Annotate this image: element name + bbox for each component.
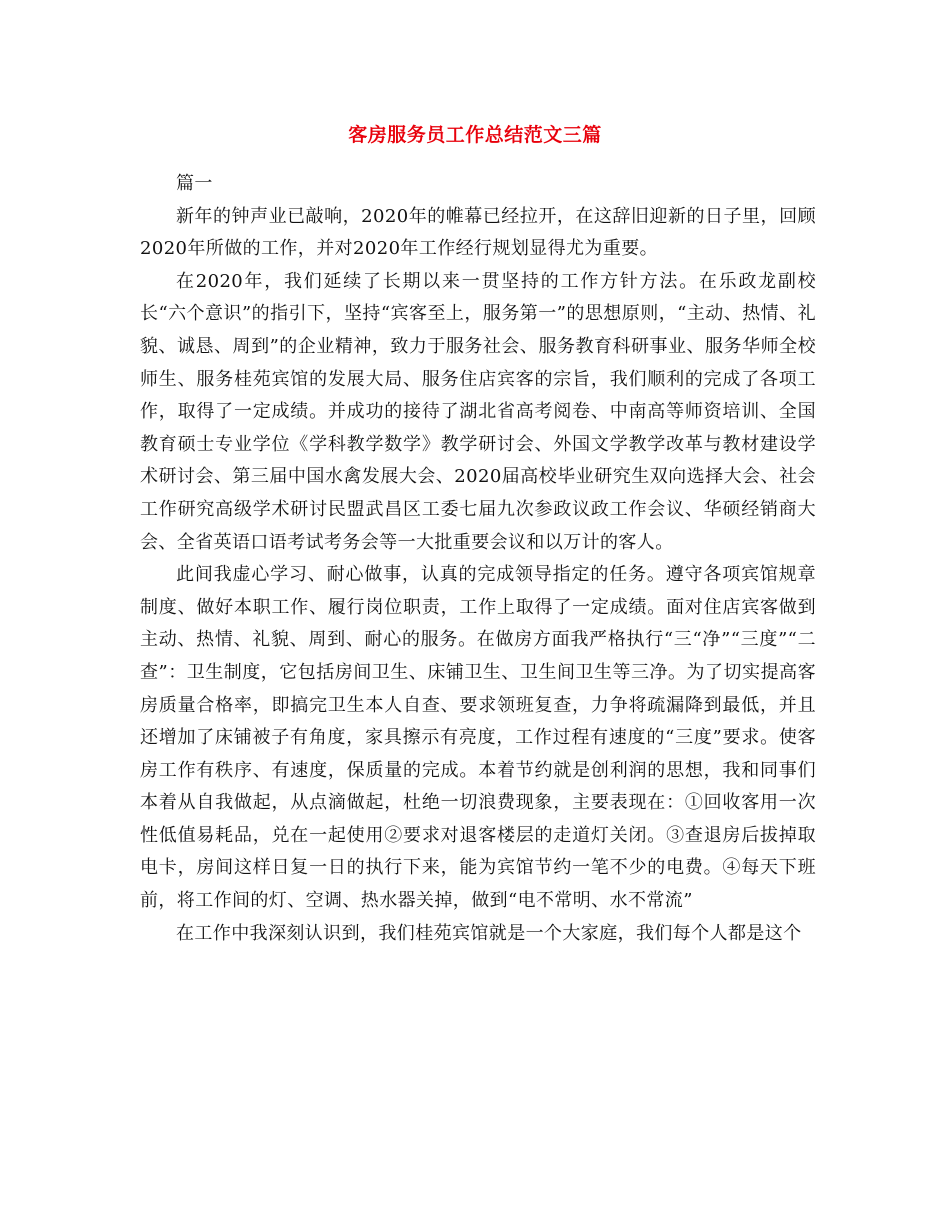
paragraph-3: 此间我虚心学习、耐心做事，认真的完成领导指定的任务。遵守各项宾馆规章制度、做好本职工作、履行岗位职责，工作上取得了一定成绩。面对住店宾客做到主动、热情、礼貌、周到、耐心的服务。在做房方面我严格执行“三“净”“三度”“二查”：卫生制度，它包括房间卫生、床铺卫生、卫生间卫生等三净。为了切实提高客房质量合格率，即搞完卫生本人自查、要求领班复查，力争将疏漏降到最低，并且还增加了床铺被子有角度，家具擦示有亮度，工作过程有速度的“三度”要求。使客房工作有秩序、有速度，保质量的完成。本着节约就是创利润的思想，我和同事们本着从自我做起，从点滴做起，杜绝一切浪费现象，主要表现在：①回收客用一次性低值易耗品，兑在一起使用②要求对退客楼层的走道灯关闭。③查退房后拔掉取电卡，房间这样日复一日的执行下来，能为宾馆节约一笔不少的电费。④每天下班前，将工作间的灯、空调、热水器关掉，做到“电不常明、水不常流” xyxy=(140,564,816,912)
paragraph-2: 在2020年，我们延续了长期以来一贯坚持的工作方针方法。在乐政龙副校长“六个意识”的指引下，坚持“宾客至上，服务第一”的思想原则，“主动、热情、礼貌、诚恳、周到”的企业精神，致力于服务社会、服务教育科研事业、服务华师全校师生、服务桂苑宾馆的发展大局、服务住店宾客的宗旨，我们顺利的完成了各项工作，取得了一定成绩。并成功的接待了湖北省高考阅卷、中南高等师资培训、全国教育硕士专业学位《学科教学数学》教学研讨会、外国文学教学改革与教材建设学术研讨会、第三届中国水禽发展大会、2020届高校毕业研究生双向选择大会、社会工作研究高级学术研讨民盟武昌区工委七届九次参政议政工作会议、华硕经销商大会、全省英语口语考试考务会等一大批重要会议和以万计的客人。 xyxy=(140,270,816,553)
paragraph-4: 在工作中我深刻认识到，我们桂苑宾馆就是一个大家庭，我们每个人都是这个 xyxy=(176,922,802,944)
document-title: 客房服务员工作总结范文三篇 xyxy=(348,124,602,146)
document-body xyxy=(140,168,816,950)
paragraph-1: 新年的钟声业已敲响，2020年的帷幕已经拉开，在这辞旧迎新的日子里，回顾2020年所做的工作，并对2020年工作经行规划显得尤为重要。 xyxy=(140,205,816,260)
section-label: 篇一 xyxy=(176,173,213,194)
